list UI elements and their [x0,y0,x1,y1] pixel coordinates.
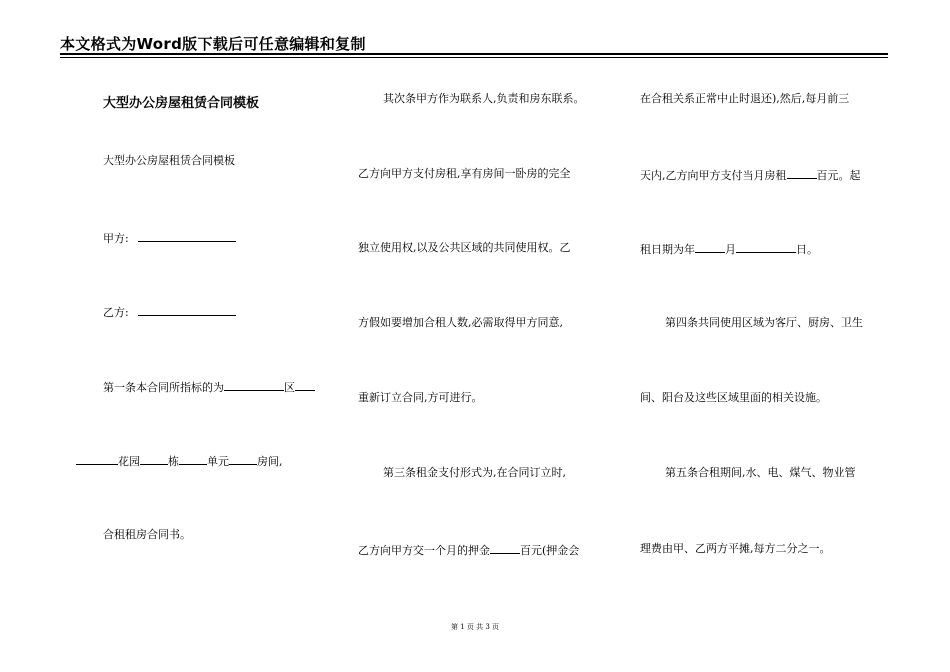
clause-1-text-a: 第一条本合同所指标的为 [103,381,224,394]
rent-unit: 百元。起 [816,169,861,182]
address-line [76,453,283,469]
rent-text: 天内,乙方向甲方支付当月房租 [640,169,787,182]
party-a-line [103,230,236,246]
col3-line-1: 在合租关系正常中止时退还),然后,每月前三 [640,92,850,105]
garden-blank [76,453,118,465]
month-label: 月 [725,243,736,256]
col2-line-1: 其次条甲方作为联系人,负责和房东联系。 [383,92,585,105]
col2-line-5: 重新订立合同,方可进行。 [358,391,483,404]
contract-line: 合租租房合同书。 [103,528,191,541]
party-a-label: 甲方: [103,232,129,245]
deposit-unit: 百元(押金会 [520,544,580,557]
col3-line-7: 理费由甲、乙两方平摊,每方二分之一。 [640,542,831,555]
unit-blank [179,453,207,465]
deposit-blank [490,542,520,554]
document-title: 大型办公房屋租赁合同模板 [103,96,260,111]
trailing-blank [295,379,315,391]
col3-line-4: 第四条共同使用区域为客厅、厨房、卫生 [665,316,863,329]
col3-line-5: 间、阳台及这些区域里面的相关设施。 [640,391,827,404]
unit-label: 单元 [207,455,229,468]
col3-line-2 [640,167,861,183]
building-label: 栋 [168,455,179,468]
garden-label: 花园 [118,455,140,468]
party-b-label: 乙方: [103,306,129,319]
clause-1-line [103,379,315,395]
header-rule-thin [60,57,888,58]
col3-line-3 [640,241,818,257]
start-date-text: 租日期为年 [640,243,695,256]
party-b-line [103,304,236,320]
clause-1-text-b: 区 [284,381,295,394]
header-rule-thick [60,53,888,55]
deposit-text: 乙方向甲方交一个月的押金 [358,544,490,557]
month-blank [695,241,725,253]
col2-line-6: 第三条租金支付形式为,在合同订立时, [383,466,566,479]
building-blank [140,453,168,465]
document-banner: 本文格式为Word版下载后可任意编辑和复制 [60,35,366,53]
col3-line-6: 第五条合租期间,水、电、煤气、物业管 [665,466,856,479]
rent-blank [787,167,817,179]
party-a-blank [138,230,236,242]
room-blank [229,453,257,465]
day-blank [736,241,796,253]
subtitle-text: 大型办公房屋租赁合同模板 [103,154,235,167]
day-label: 日。 [796,243,818,256]
col2-line-4: 方假如要增加合租人数,必需取得甲方同意, [358,316,563,329]
page-number: 第 1 页 共 3 页 [450,623,500,631]
col2-line-7 [358,542,579,558]
room-label: 房间, [257,455,283,468]
col2-line-3: 独立使用权,以及公共区域的共同使用权。乙 [358,241,571,254]
district-blank [224,379,284,391]
col2-line-2: 乙方向甲方支付房租,享有房间一卧房的完全 [358,167,571,180]
party-b-blank [138,304,236,316]
